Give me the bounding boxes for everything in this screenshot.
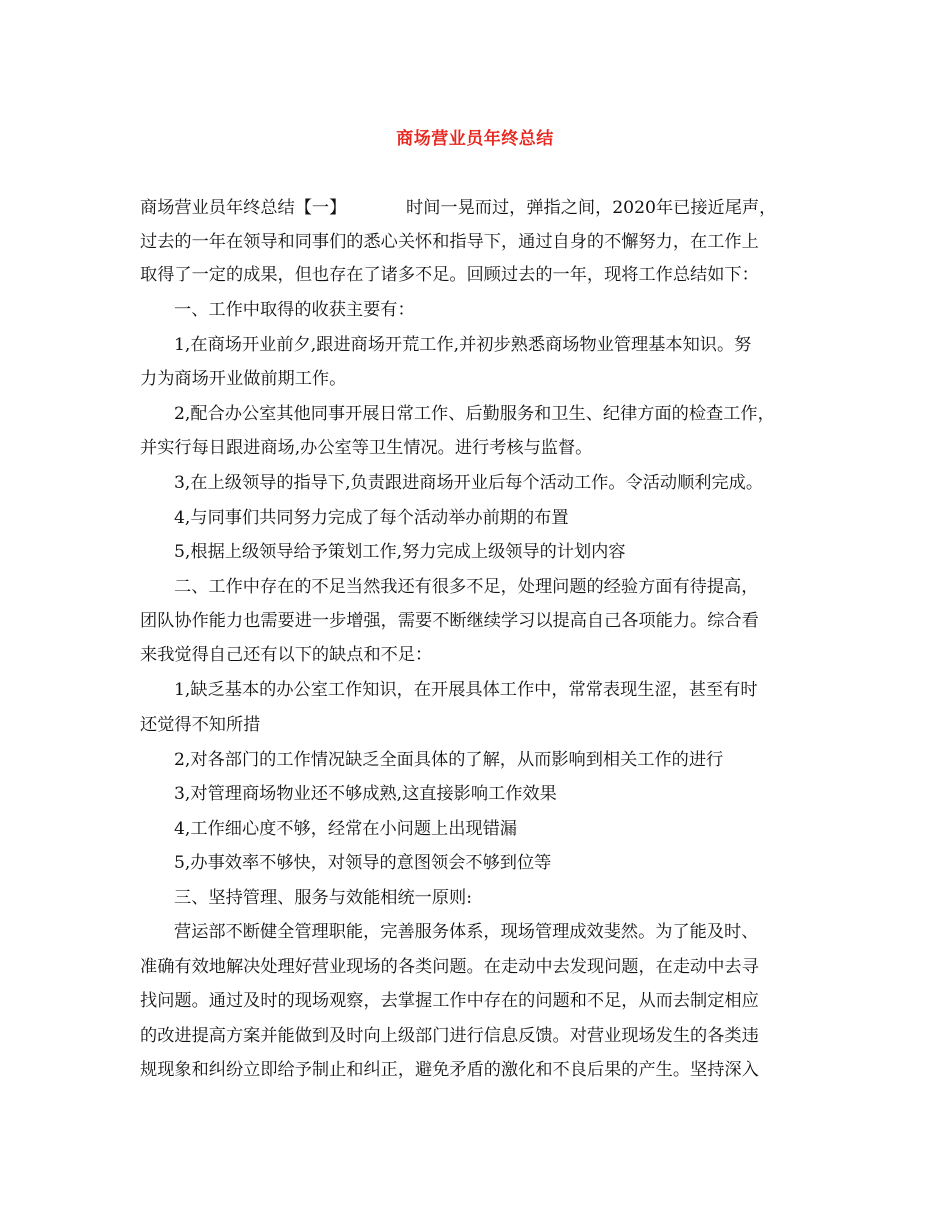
list-item: 1,在商场开业前夕,跟进商场开荒工作,并初步熟悉商场物业管理基本知识。努 — [174, 335, 752, 355]
document-title: 商场营业员年终总结 — [396, 129, 554, 149]
list-item-continuation: 还觉得不知所措 — [140, 715, 261, 735]
list-item: 3,在上级领导的指导下,负责跟进商场开业后每个活动工作。令活动顺利完成。 — [174, 473, 764, 493]
paragraph-text: 时间一晃而过，弹指之间，2020年已接近尾声， — [406, 198, 777, 218]
list-item: 4,与同事们共同努力完成了每个活动举办前期的布置 — [174, 508, 569, 528]
section-heading: 一、工作中取得的收获主要有： — [174, 300, 415, 320]
list-item: 5,根据上级领导给予策划工作,努力完成上级领导的计划内容 — [174, 542, 626, 562]
list-item: 4,工作细心度不够，经常在小问题上出现错漏 — [174, 819, 517, 839]
paragraph-line: 的改进提高方案并能做到及时向上级部门进行信息反馈。对营业现场发生的各类违 — [140, 1026, 759, 1046]
section-heading: 二、工作中存在的不足当然我还有很多不足，处理问题的经验方面有待提高， — [174, 577, 759, 597]
list-item: 2,配合办公室其他同事开展日常工作、后勤服务和卫生、纪律方面的检查工作， — [174, 404, 775, 424]
paragraph-line: 规现象和纠纷立即给予制止和纠正，避免矛盾的激化和不良后果的产生。坚持深入 — [140, 1060, 759, 1080]
list-item: 5,办事效率不够快，对领导的意图领会不够到位等 — [174, 853, 552, 873]
paragraph-line — [140, 196, 776, 220]
list-item: 1,缺乏基本的办公室工作知识，在开展具体工作中，常常表现生涩，甚至有时 — [174, 680, 758, 700]
list-item-continuation: 并实行每日跟进商场,办公室等卫生情况。进行考核与监督。 — [140, 438, 593, 458]
paragraph-line: 团队协作能力也需要进一步增强，需要不断继续学习以提高自己各项能力。综合看 — [140, 611, 759, 631]
list-item-continuation: 力为商场开业做前期工作。 — [140, 369, 347, 389]
list-item: 3,对管理商场物业还不够成熟,这直接影响工作效果 — [174, 784, 557, 804]
paragraph-line: 准确有效地解决处理好营业现场的各类问题。在走动中去发现问题，在走动中去寻 — [140, 957, 759, 977]
paragraph-line: 营运部不断健全管理职能，完善服务体系，现场管理成效斐然。为了能及时、 — [174, 922, 759, 942]
paragraph-line: 来我觉得自己还有以下的缺点和不足： — [140, 645, 433, 665]
list-item: 2,对各部门的工作情况缺乏全面具体的了解，从而影响到相关工作的进行 — [174, 750, 724, 770]
paragraph-line: 过去的一年在领导和同事们的悉心关怀和指导下，通过自身的不懈努力，在工作上 — [140, 232, 759, 252]
paragraph-line: 取得了一定的成果，但也存在了诸多不足。回顾过去的一年，现将工作总结如下： — [140, 265, 759, 285]
section-heading: 三、坚持管理、服务与效能相统一原则: — [174, 888, 472, 908]
paragraph-line: 找问题。通过及时的现场观察，去掌握工作中存在的问题和不足，从而去制定相应 — [140, 991, 759, 1011]
section-heading: 商场营业员年终总结【一】 — [140, 198, 347, 218]
